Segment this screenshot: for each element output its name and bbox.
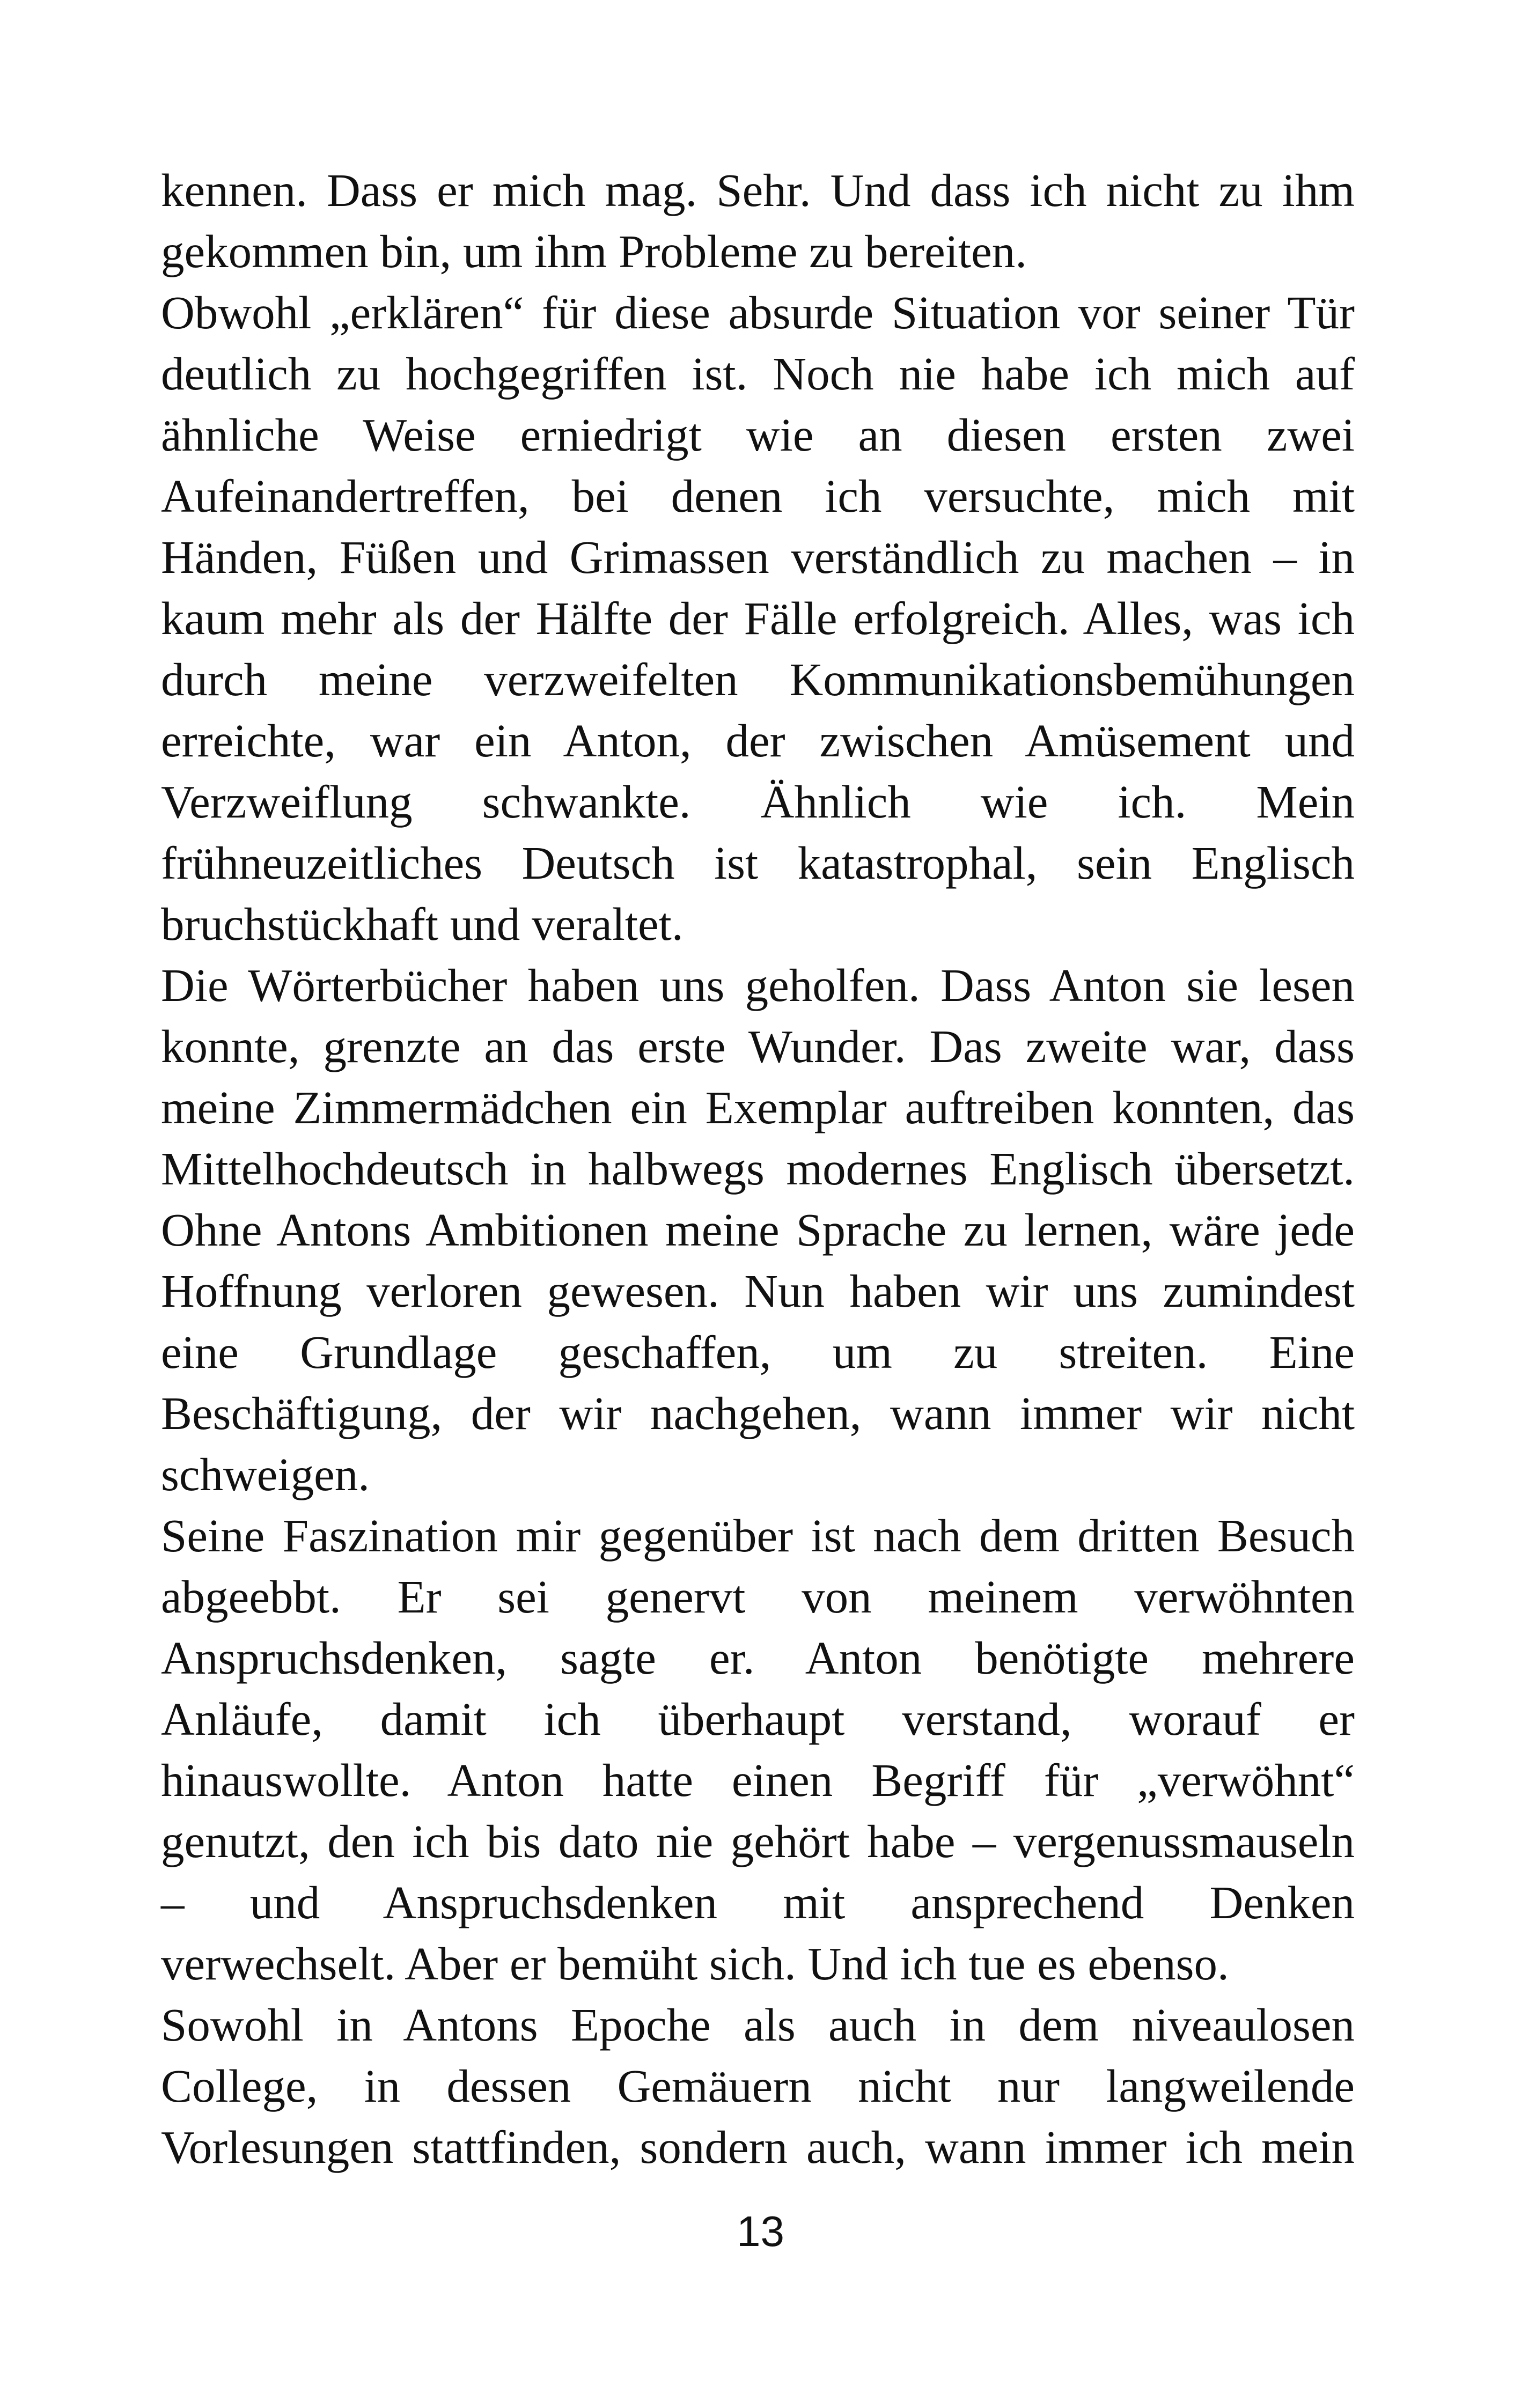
text-line: ähnliche Weise erniedrigt wie an diesen ersten zwei — [161, 409, 1355, 461]
text-line: gekommen bin, um ihm Probleme zu bereiten. — [161, 225, 1027, 277]
text-line: Anläufe, damit ich überhaupt verstand, worauf er — [161, 1693, 1355, 1745]
page-number: 13 — [737, 2207, 784, 2255]
text-line: deutlich zu hochgegriffen ist. Noch nie habe ich mich auf — [161, 348, 1355, 400]
text-line: eine Grundlage geschaffen, um zu streiten. Eine — [161, 1326, 1355, 1378]
text-line: kennen. Dass er mich mag. Sehr. Und dass ich nicht zu ihm — [161, 164, 1355, 216]
text-line: Hoffnung verloren gewesen. Nun haben wir uns zumindest — [161, 1265, 1355, 1317]
text-line: schweigen. — [161, 1448, 370, 1500]
text-line: Mittelhochdeutsch in halbwegs modernes Englisch übersetzt. — [161, 1143, 1355, 1195]
text-line: Die Wörterbücher haben uns geholfen. Dass Anton sie lesen — [161, 959, 1355, 1011]
text-line: Anspruchsdenken, sagte er. Anton benötigte mehrere — [161, 1632, 1355, 1684]
text-line: – und Anspruchsdenken mit ansprechend Denken — [161, 1876, 1355, 1928]
text-line: Beschäftigung, der wir nachgehen, wann immer wir nicht — [161, 1387, 1355, 1439]
text-line: verwechselt. Aber er bemüht sich. Und ich tue es ebenso. — [161, 1938, 1229, 1990]
text-line: Verzweiflung schwankte. Ähnlich wie ich. Mein — [161, 776, 1355, 828]
text-line: Obwohl „erklären“ für diese absurde Situation vor seiner Tür — [161, 286, 1355, 338]
text-line: hinauswollte. Anton hatte einen Begriff für „verwöhnt“ — [161, 1754, 1355, 1806]
text-line: Ohne Antons Ambitionen meine Sprache zu lernen, wäre jede — [161, 1204, 1355, 1256]
text-line: Sowohl in Antons Epoche als auch in dem niveaulosen — [161, 1999, 1355, 2051]
text-line: Seine Faszination mir gegenüber ist nach dem dritten Besuch — [161, 1509, 1355, 1562]
text-line: College, in dessen Gemäuern nicht nur langweilende — [161, 2060, 1355, 2112]
text-line: genutzt, den ich bis dato nie gehört habe – vergenussmauseln — [161, 1815, 1355, 1867]
text-line: Aufeinandertreffen, bei denen ich versuchte, mich mit — [161, 470, 1355, 522]
text-line: kaum mehr als der Hälfte der Fälle erfolgreich. Alles, was ich — [161, 592, 1355, 644]
text-line: bruchstückhaft und veraltet. — [161, 898, 684, 950]
text-line: Händen, Füßen und Grimassen verständlich zu machen – in — [161, 531, 1355, 583]
text-line: Vorlesungen stattfinden, sondern auch, wann immer ich mein — [161, 2121, 1355, 2173]
text-line: meine Zimmermädchen ein Exemplar auftreiben konnten, das — [161, 1081, 1355, 1133]
text-line: konnte, grenzte an das erste Wunder. Das zweite war, dass — [161, 1020, 1355, 1072]
text-line: abgeebbt. Er sei genervt von meinem verwöhnten — [161, 1571, 1355, 1623]
text-line: durch meine verzweifelten Kommunikationsbemühungen — [161, 653, 1355, 705]
text-line: frühneuzeitliches Deutsch ist katastrophal, sein Englisch — [161, 837, 1355, 889]
body-text — [161, 160, 1355, 2178]
text-line: erreichte, war ein Anton, der zwischen Amüsement und — [161, 715, 1355, 767]
